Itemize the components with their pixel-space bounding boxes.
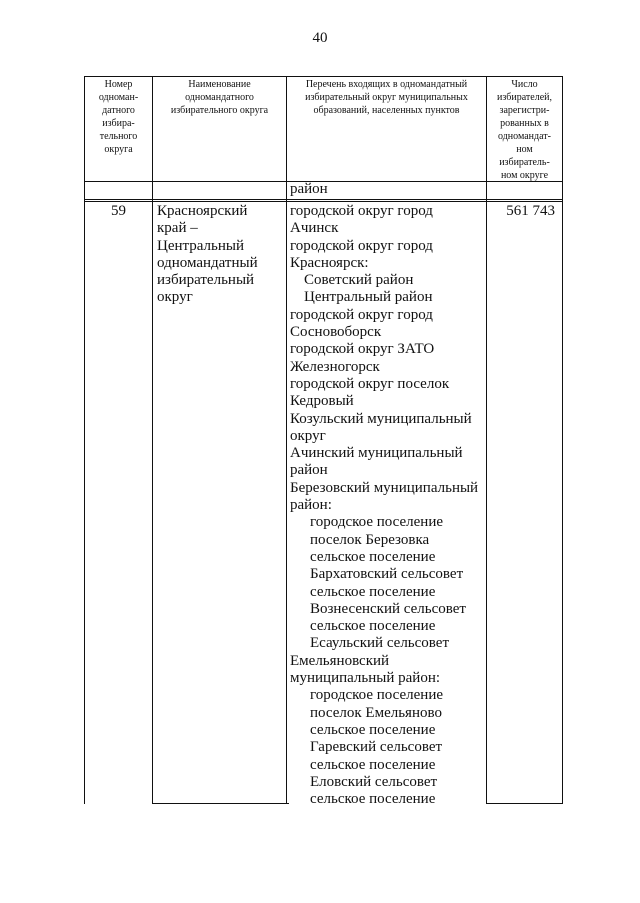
header-line: одномандатного [185, 92, 254, 103]
header-line: Перечень входящих в одномандатный [305, 79, 468, 90]
composition-line: сельское поселение [310, 548, 436, 565]
header-composition [287, 78, 486, 117]
header-line: избирателей, [496, 92, 552, 103]
header-line: одномандат- [498, 131, 551, 142]
composition-line: сельское поселение [310, 791, 436, 808]
composition-line: район [290, 462, 328, 479]
composition-line: Березовский муниципальный [290, 479, 479, 496]
composition-line: муниципальный район: [290, 670, 441, 687]
composition-line: городское поселение [310, 687, 444, 704]
composition-line: городской округ город [290, 237, 433, 254]
district-name [157, 203, 258, 307]
composition-line: Козульский муниципальный [290, 410, 472, 427]
composition-line: городской округ поселок [290, 375, 450, 392]
column-border [152, 76, 153, 804]
composition-line: Есаульский сельсовет [310, 635, 450, 652]
header-line: Номер [104, 79, 133, 90]
voter-count: 561 743 [506, 203, 555, 219]
composition-line: сельское поселение [310, 721, 436, 738]
district-name-line: одномандатный [157, 254, 258, 271]
column-border [84, 76, 85, 804]
header-line: округа [104, 144, 133, 155]
composition-line: Кедровый [290, 393, 354, 410]
header-line: рованных в [500, 118, 549, 129]
header-line: избирательного округа [170, 105, 269, 116]
composition-line: Вознесенский сельсовет [310, 600, 466, 617]
column-border [562, 76, 563, 804]
composition-line: городской округ ЗАТО [290, 341, 435, 358]
composition-line: округ [290, 427, 326, 444]
header-district-number [85, 78, 152, 156]
composition-line: городское поселение [310, 514, 444, 531]
composition-line: городской округ город [290, 203, 433, 219]
header-line: датного [102, 105, 135, 116]
composition-line: Советский район [304, 272, 414, 289]
composition-line: Гаревский сельсовет [310, 739, 443, 756]
composition-line: Центральный район [304, 289, 433, 306]
composition-line: Емельяновский [290, 652, 390, 669]
column-border [486, 76, 487, 804]
header-line: избира- [102, 118, 135, 129]
district-name-line: Красноярский [157, 203, 248, 219]
column-border [286, 76, 287, 804]
header-line: Число [511, 79, 538, 90]
district-name-line: избирательный [157, 272, 255, 289]
header-line: избиратель- [499, 157, 550, 168]
composition-line: Сосновоборск [290, 324, 382, 341]
header-line: зарегистри- [499, 105, 550, 116]
composition-line: сельское поселение [310, 583, 436, 600]
continuation-text: район [290, 181, 328, 197]
composition-line: Еловский сельсовет [310, 773, 438, 790]
composition-line: поселок Емельяново [310, 704, 442, 721]
composition-line: Ачинск [290, 220, 339, 237]
header-district-name [153, 78, 286, 117]
header-line: одноман- [98, 92, 139, 103]
composition-line: Железногорск [290, 358, 380, 375]
row-separator [84, 201, 563, 202]
composition-line: Красноярск: [290, 254, 369, 271]
table-top-border [84, 76, 563, 77]
header-line: тельного [99, 131, 138, 142]
table-bottom-border [152, 803, 289, 804]
composition-line: сельское поселение [310, 756, 436, 773]
header-line: образований, населенных пунктов [313, 105, 460, 116]
table-bottom-border [486, 803, 563, 804]
composition-line: район: [290, 497, 332, 514]
district-number: 59 [111, 203, 126, 219]
composition-list [290, 203, 478, 808]
header-line: Наименование [188, 79, 251, 90]
district-name-line: край – [157, 220, 198, 237]
header-line: ном округе [500, 170, 549, 181]
composition-line: Бархатовский сельсовет [310, 566, 464, 583]
header-voter-count [487, 78, 562, 182]
composition-line: Ачинский муниципальный [290, 445, 463, 462]
composition-line: сельское поселение [310, 618, 436, 635]
row-separator [84, 199, 563, 200]
composition-line: городской округ город [290, 306, 433, 323]
district-name-line: округ [157, 289, 193, 306]
composition-line: поселок Березовка [310, 531, 430, 548]
header-line: ном [516, 144, 533, 155]
district-name-line: Центральный [157, 237, 245, 254]
header-line: избирательный округ муниципальных [305, 92, 468, 103]
page-number: 40 [312, 30, 328, 46]
